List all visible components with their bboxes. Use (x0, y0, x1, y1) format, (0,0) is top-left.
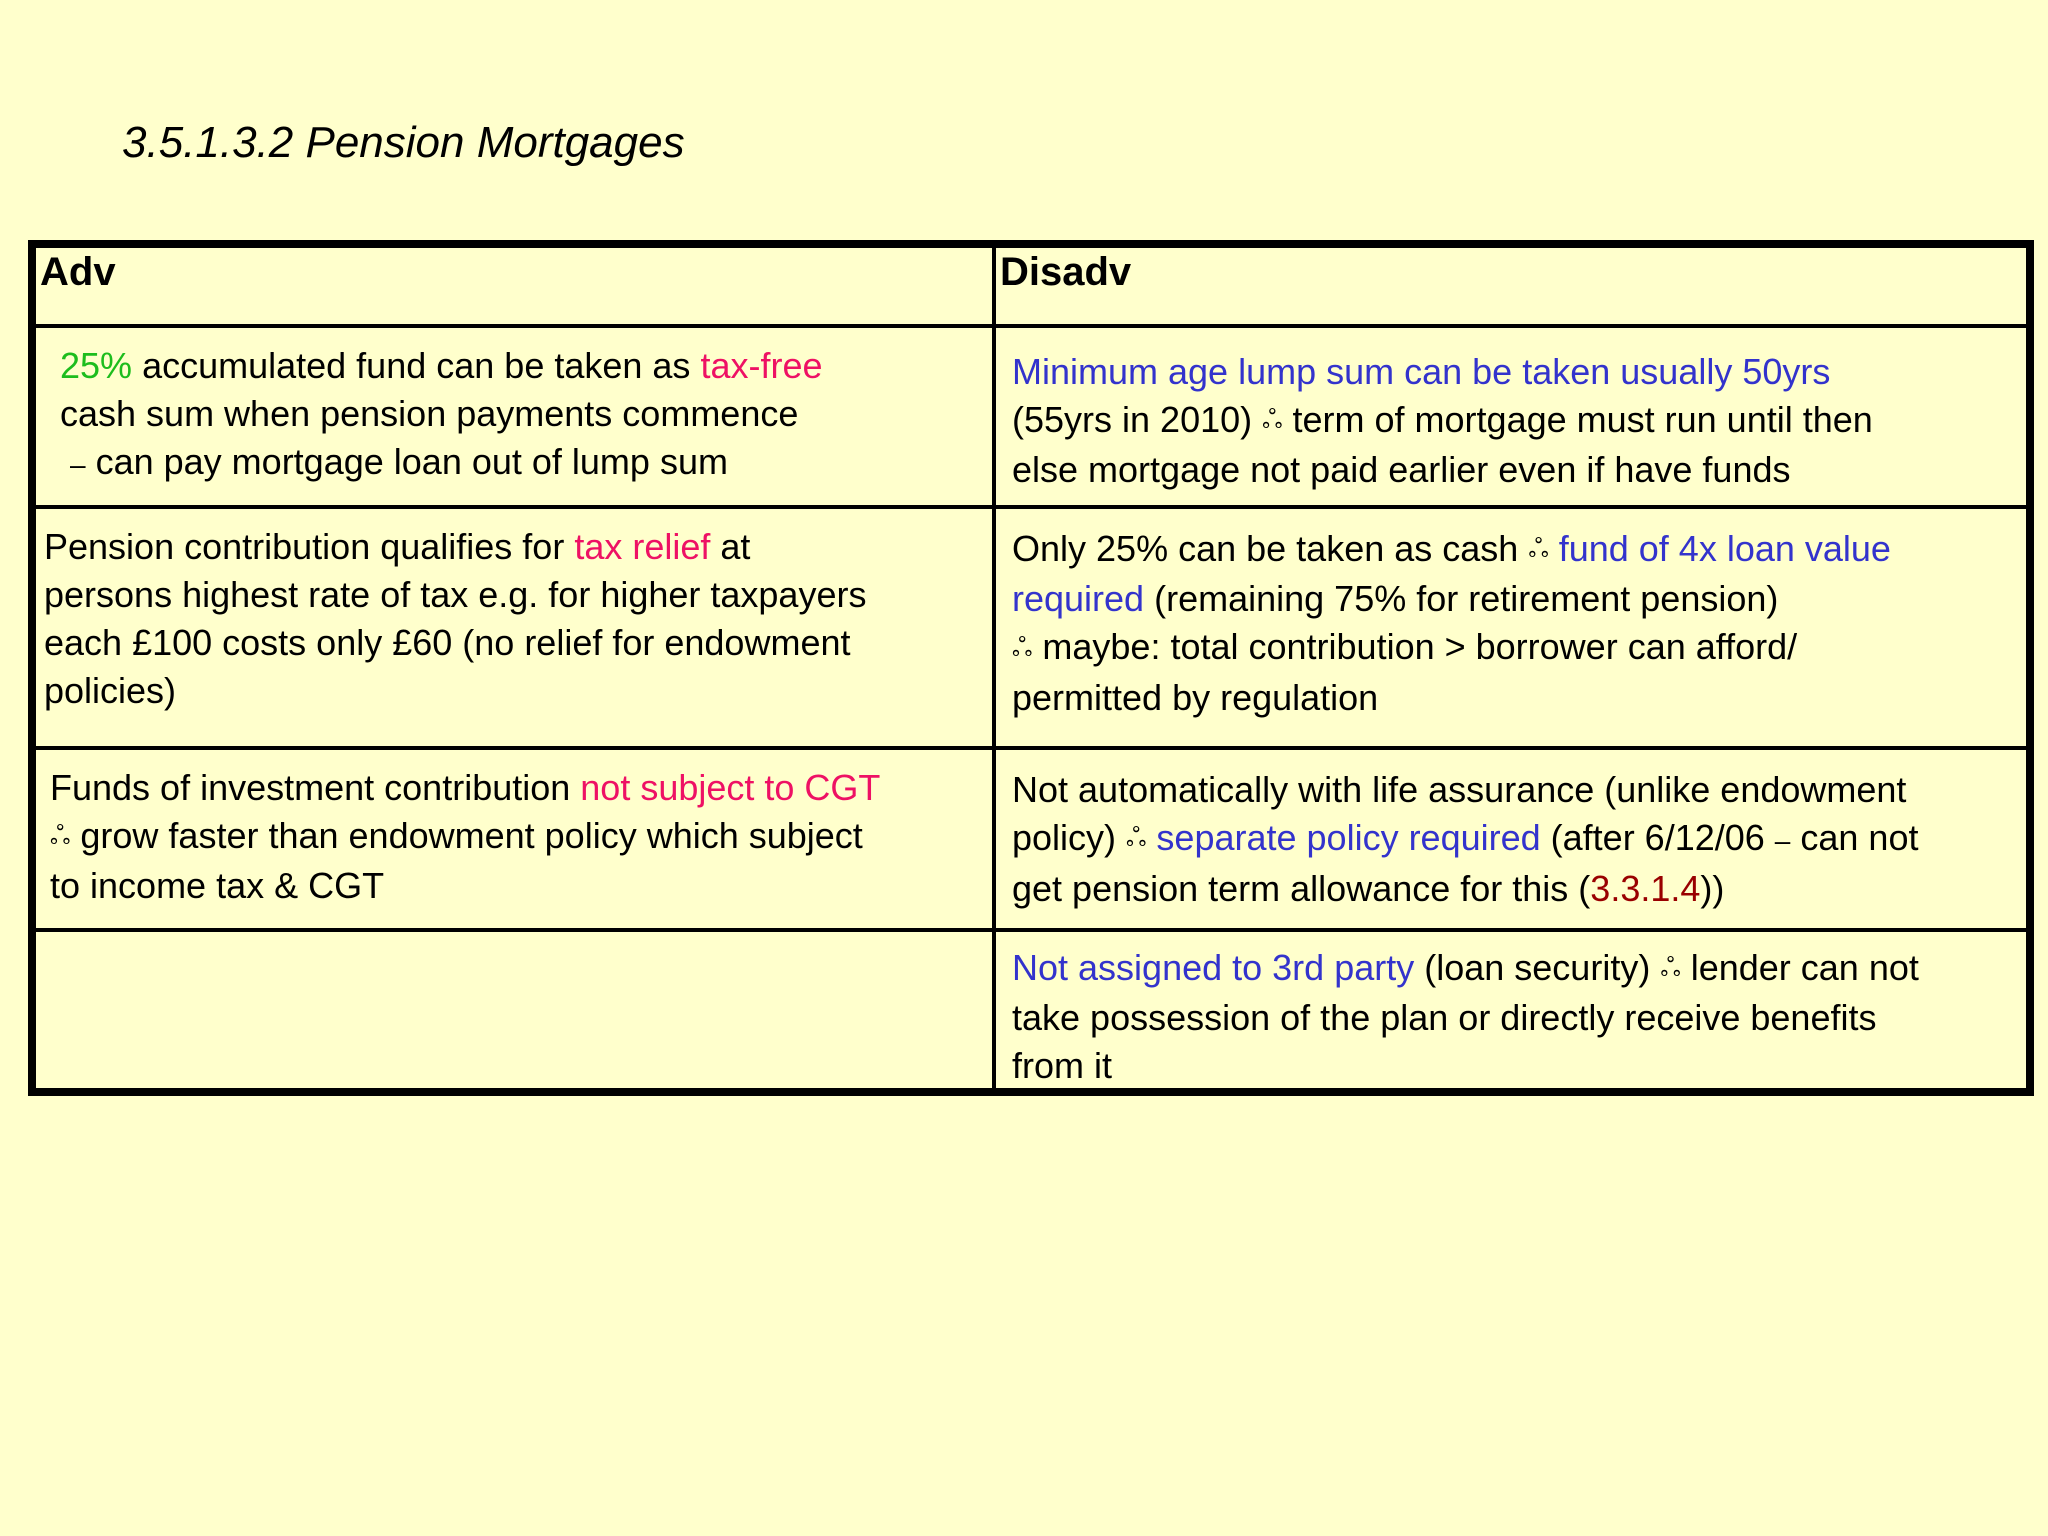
cell-text: at (710, 526, 751, 567)
cell-text: Only 25% can be taken as cash (1012, 528, 1529, 569)
highlight-text: Minimum age lump sum can be taken usually 50yrs (1012, 351, 1831, 392)
cell-text: take possession of the plan or directly receive benefits (1012, 997, 1877, 1039)
therefore-icon: ஃ (1528, 533, 1549, 564)
cell-text: (55yrs in 2010) (1012, 399, 1263, 440)
disadv-cell-4 (996, 932, 2026, 1088)
cell-text: maybe: total contribution > borrower can afford/ (1032, 626, 1798, 668)
highlight-text: separate policy required (1146, 817, 1541, 858)
cell-text: term of mortgage must run until then (1282, 399, 1873, 440)
cell-text: Not automatically with life assurance (unlike endowment (1012, 769, 1907, 810)
cell-text: lender can not (1680, 947, 1919, 988)
cell-text: else mortgage not paid earlier even if have funds (1012, 449, 1791, 491)
highlight-text: tax-free (700, 345, 823, 386)
therefore-icon: ஃ (1262, 404, 1283, 435)
cell-text: can not (1790, 817, 1919, 858)
therefore-icon: ஃ (1012, 631, 1033, 662)
cell-text: (loan security) (1414, 947, 1661, 988)
cell-text: policies) (44, 670, 177, 711)
dash-symbol: – (1774, 825, 1791, 856)
cell-text: accumulated fund can be taken as (132, 345, 701, 386)
highlight-text: fund of 4x loan value (1548, 528, 1891, 569)
page-title: 3.5.1.3.2 Pension Mortgages (122, 118, 685, 167)
cell-text: grow faster than endowment policy which subject (70, 815, 863, 856)
cell-text: (after 6/12/06 (1540, 817, 1775, 858)
cell-text: )) (1700, 868, 1725, 909)
highlight-text: tax relief (574, 526, 711, 567)
section-reference: 3.3.1.4 (1590, 868, 1701, 909)
adv-cell-4 (36, 932, 996, 1088)
highlight-text: required (1012, 578, 1145, 620)
cell-text: each £100 costs only £60 (no relief for endowment (44, 622, 851, 663)
highlight-text: Not assigned to 3rd party (1012, 947, 1415, 988)
cell-text: can pay mortgage loan out of lump sum (85, 441, 728, 482)
therefore-icon: ஃ (50, 820, 71, 851)
disadv-cell-1 (996, 328, 2026, 509)
therefore-icon: ஃ (1660, 952, 1681, 983)
highlight-text: not subject to CGT (580, 767, 881, 808)
disadv-cell-3 (996, 750, 2026, 932)
highlight-text: 25% (60, 345, 133, 386)
adv-header: Adv (36, 248, 996, 328)
disadv-cell-2 (996, 509, 2026, 750)
adv-cell-3 (36, 750, 996, 932)
cell-text: Funds of investment contribution (50, 767, 581, 808)
cell-text: from it (1012, 1045, 1113, 1087)
cell-text: cash sum when pension payments commence (60, 393, 799, 434)
cell-text: policy) (1012, 817, 1127, 858)
adv-cell-2 (36, 509, 996, 750)
cell-text: Pension contribution qualifies for (44, 526, 575, 567)
cell-text: (remaining 75% for retirement pension) (1144, 578, 1779, 620)
comparison-table (28, 240, 2034, 1096)
dash-symbol: – (70, 449, 86, 480)
cell-text: permitted by regulation (1012, 676, 1379, 718)
cell-text: to income tax & CGT (50, 865, 385, 907)
therefore-icon: ஃ (1126, 822, 1147, 853)
cell-text: get pension term allowance for this ( (1012, 868, 1591, 909)
cell-text: persons highest rate of tax e.g. for higher taxpayers (44, 574, 867, 615)
adv-cell-1 (36, 328, 996, 509)
disadv-header: Disadv (996, 248, 2026, 328)
